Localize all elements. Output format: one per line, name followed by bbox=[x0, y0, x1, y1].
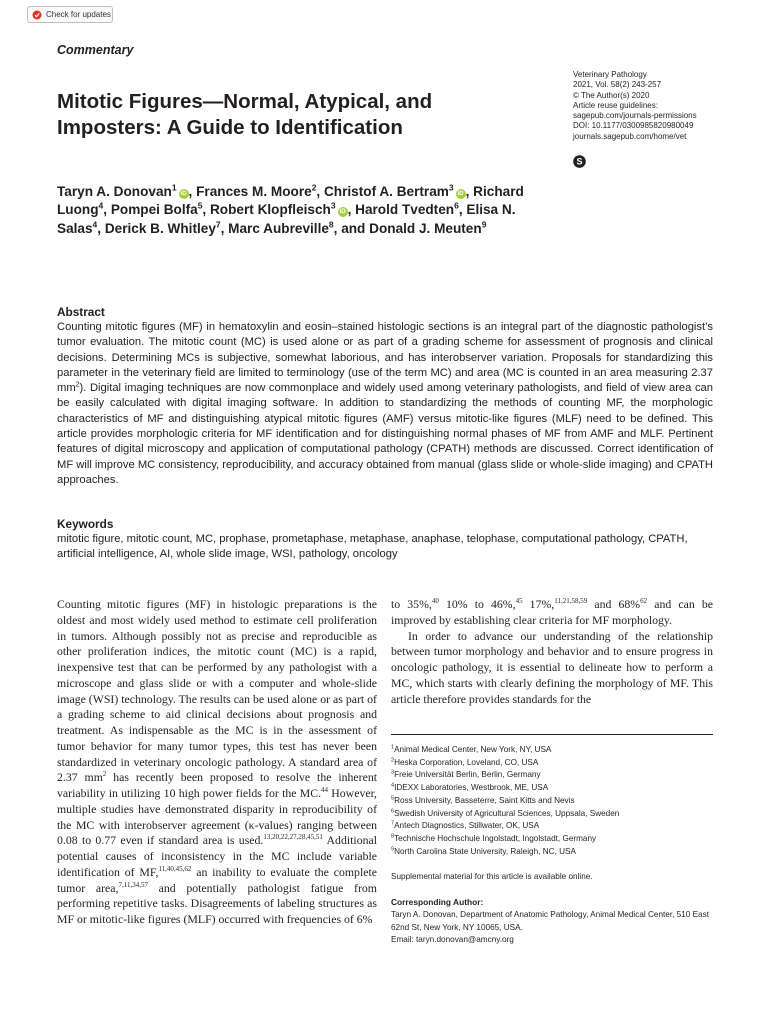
affiliation-number: 7 bbox=[391, 820, 395, 827]
article-title: Mitotic Figures—Normal, Atypical, and Imposters: A Guide to Identification bbox=[57, 90, 433, 139]
citation-reference[interactable]: 7,11,34,57 bbox=[118, 880, 148, 889]
author-name: Derick B. Whitley bbox=[104, 220, 216, 236]
orcid-icon[interactable]: iD bbox=[457, 191, 464, 197]
section-label: Commentary bbox=[57, 43, 134, 57]
affiliation-text: IDEXX Laboratories, Westbrook, ME, USA bbox=[394, 783, 549, 793]
footnote-divider bbox=[391, 734, 713, 735]
corresponding-author-details bbox=[391, 909, 713, 947]
citation-reference[interactable]: 2 bbox=[102, 770, 107, 779]
author-affiliation-number: 6 bbox=[454, 200, 459, 211]
author-affiliation-number: 5 bbox=[197, 200, 203, 211]
affiliation-text: Technische Hochschule Ingolstadt, Ingolstadt, Germany bbox=[394, 833, 597, 843]
author-name: Harold Tvedten bbox=[355, 202, 455, 218]
keywords-text: mitotic figure, mitotic count, MC, prophase, prometaphase, metaphase, anaphase, telophase, computational pathology, CPATH, artificial intelligence, AI, whole slide image, WSI, pathology, oncology bbox=[57, 533, 688, 561]
affiliation-item bbox=[391, 833, 713, 846]
affiliation-number: 8 bbox=[391, 833, 395, 840]
check-for-updates-badge[interactable] bbox=[27, 6, 113, 23]
author-name: Pompei Bolfa bbox=[110, 202, 198, 218]
body-text-run: to 35%, bbox=[391, 597, 432, 611]
journal-meta-line[interactable]: sagepub.com/journals-permissions bbox=[573, 111, 697, 121]
author-name: Christof A. Bertram bbox=[323, 184, 449, 199]
author-separator: , bbox=[316, 184, 324, 199]
author-name: Frances M. Moore bbox=[196, 184, 312, 199]
affiliation-item bbox=[391, 744, 713, 757]
corresponding-author-address: Taryn A. Donovan, Department of Anatomic Pathology, Animal Medical Center, 510 East 62nd St, New York, NY 10065, USA. bbox=[391, 910, 709, 932]
sage-logo-icon bbox=[573, 155, 586, 168]
author-separator: , bbox=[347, 202, 356, 218]
author-affiliation-number: 3 bbox=[448, 182, 454, 193]
citation-reference[interactable]: 13,20,22,27,28,45,51 bbox=[263, 833, 323, 842]
abstract-heading: Abstract bbox=[57, 305, 105, 319]
affiliation-item bbox=[391, 808, 713, 821]
body-text-run: and can be improved by establishing clear criteria for MF morphology. bbox=[391, 597, 713, 627]
affiliation-list bbox=[391, 744, 713, 858]
author-name: Elisa N. Salas bbox=[57, 202, 516, 236]
author-affiliation-number: 7 bbox=[215, 219, 221, 230]
corresponding-author-email[interactable]: Email: taryn.donovan@amcny.org bbox=[391, 935, 514, 945]
body-column-right bbox=[391, 597, 713, 707]
affiliation-item bbox=[391, 769, 713, 782]
body-text-run: Counting mitotic figures (MF) in histologic preparations is the oldest and most widely used method to estimate cell proliferation in tumors. Although possibly not as precise and reproducible as other proliferation indices, the mitotic count (MC) is a rapid, inexpensive test that can be performed by any pathologist with a microscope and glass slide or with a computer and whole-slide image (WSI) technology. The results can be used alone or as part of a grading scheme to aid clinical decisions about prognosis and treatment. As indispensable as the MC is in the assessment of tumor behavior for many tumor types, this test has never been standardized in veterinary oncologic pathology. A standard area of 2.37 mm bbox=[57, 597, 377, 785]
author-name: Richard Luong bbox=[57, 184, 524, 218]
author-separator: , bbox=[465, 184, 474, 199]
author-name: Robert Klopfleisch bbox=[209, 202, 331, 218]
affiliation-number: 6 bbox=[391, 807, 395, 814]
affiliation-number: 2 bbox=[391, 756, 395, 763]
abstract-text bbox=[57, 320, 713, 488]
affiliation-text: Animal Medical Center, New York, NY, USA bbox=[394, 745, 552, 754]
journal-meta-line: Veterinary Pathology bbox=[573, 70, 647, 79]
check-updates-label: Check for updates bbox=[46, 10, 111, 19]
citation-reference[interactable]: 62 bbox=[640, 597, 648, 606]
body-right-paragraph-1 bbox=[391, 597, 713, 627]
author-separator: , bbox=[103, 202, 111, 218]
body-column-left bbox=[57, 597, 377, 928]
abstract-superscript: 2 bbox=[75, 381, 80, 389]
author-name: Marc Aubreville bbox=[228, 220, 329, 236]
citation-reference[interactable]: 45 bbox=[515, 597, 523, 606]
affiliation-text: Antech Diagnostics, Stillwater, OK, USA bbox=[394, 821, 540, 831]
body-text-run: an inability to evaluate the complete tumor area, bbox=[57, 864, 377, 895]
author-affiliation-number: 9 bbox=[481, 219, 487, 230]
body-text-run: However, multiple studies have demonstrated disparity in reproducibility of the MC with interobserver agreement (κ-values) ranging between 0.08 to 0.77 even if standard area is used. bbox=[57, 786, 377, 848]
author-separator: , bbox=[202, 202, 210, 218]
author-affiliation-number: 4 bbox=[98, 200, 104, 211]
author-name: Taryn A. Donovan bbox=[57, 184, 172, 199]
author-affiliation-number: 3 bbox=[330, 200, 336, 211]
abstract-text-part2: ). Digital imaging techniques are now commonplace and widely used among veterinary pathologists, and field of view area can be easily calculated with digital imaging software. In addition to standardizing the methods of counting MF, the morphologic characteristics of MF and distinguishing atypical mitotic figures (AMF) versus mitotic-like figures (MLF) need to be defined. This article provides morphologic criteria for MF identification and for distinguishing normal phases of MF from AMF and MLF. Pertinent features of digital microscopy and application of computational pathology (CPATH) methods are discussed. Correct identification of MF will improve MC consistency, reproducibility, and accuracy obtained from manual (glass slide or whole-slide imaging) and CPATH approaches. bbox=[57, 382, 713, 486]
affiliation-item bbox=[391, 782, 713, 795]
affiliation-item bbox=[391, 846, 713, 859]
author-separator: , bbox=[220, 220, 229, 236]
affiliation-text: Freie Universität Berlin, Berlin, Germany bbox=[394, 770, 541, 780]
citation-reference[interactable]: 40 bbox=[431, 597, 439, 606]
orcid-icon[interactable]: iD bbox=[180, 191, 187, 197]
affiliation-item bbox=[391, 820, 713, 833]
body-text-run: and potentially pathologist fatigue from performing repetitive tasks. Disagreements of labeling structures as MF or mitotic-like figures (MLF) occurred with frequencies of 6% bbox=[57, 880, 377, 926]
svg-text:S: S bbox=[576, 156, 583, 167]
abstract-text-part1: Counting mitotic figures (MF) in hematoxylin and eosin–stained histologic sections is an integral part of the diagnostic pathologist’s tumor evaluation. The mitotic count (MC) is used alone or as part of a grading scheme for assessment of prognosis and clinical decisions. Determining MCs is subjective, somewhat laborious, and has interobserver variation. Proposals for standardizing this parameter in the veterinary field are limited to terminology (use of the term MC) and area (MC is counted in an area measuring 2.37 mm bbox=[57, 321, 713, 395]
journal-meta-line: © The Author(s) 2020 bbox=[573, 90, 650, 100]
author-separator: , bbox=[458, 202, 467, 218]
check-updates-icon bbox=[32, 10, 42, 20]
affiliation-text: North Carolina State University, Raleigh, NC, USA bbox=[394, 846, 576, 856]
keywords-heading: Keywords bbox=[57, 517, 114, 531]
affiliation-text: Ross University, Basseterre, Saint Kitts and Nevis bbox=[394, 795, 575, 805]
author-affiliation-number: 1 bbox=[171, 182, 177, 193]
journal-meta-line: Article reuse guidelines: bbox=[573, 100, 658, 110]
journal-meta-line: 2021, Vol. 58(2) 243-257 bbox=[573, 80, 662, 90]
corresponding-author-heading: Corresponding Author: bbox=[391, 897, 484, 907]
affiliation-item bbox=[391, 757, 713, 770]
affiliation-number: 4 bbox=[391, 782, 395, 789]
affiliation-text: Swedish University of Agricultural Sciences, Uppsala, Sweden bbox=[394, 808, 620, 818]
body-right-paragraph-2: In order to advance our understanding of the relationship between tumor morphology and behavior and to ensure progress in oncologic pathology, it is essential to delineate how to perform a MC, which starts with clearly defining the morphology of MF. This article therefore provides standards for the bbox=[391, 628, 713, 706]
body-text-run: 10% to 46%, bbox=[438, 597, 516, 611]
author-separator: , and bbox=[333, 220, 370, 236]
body-text-run: has recently been proposed to resolve the inherent variability in utilizing 10 high power fields for the MC. bbox=[57, 770, 377, 800]
author-list bbox=[57, 183, 557, 238]
author-affiliation-number: 8 bbox=[328, 219, 334, 230]
citation-reference[interactable]: 11,21,58,59 bbox=[554, 597, 588, 606]
author-affiliation-number: 4 bbox=[92, 219, 98, 230]
citation-reference[interactable]: 11,40,45,62 bbox=[158, 864, 192, 873]
author-name: Donald J. Meuten bbox=[369, 220, 482, 236]
body-text-run: 17%, bbox=[522, 597, 555, 611]
body-text-run: and 68% bbox=[587, 597, 641, 611]
author-separator: , bbox=[97, 220, 105, 236]
affiliation-item bbox=[391, 795, 713, 808]
journal-meta bbox=[573, 70, 743, 142]
author-separator: , bbox=[188, 184, 197, 199]
affiliation-number: 5 bbox=[391, 795, 395, 802]
affiliation-number: 1 bbox=[391, 744, 395, 751]
affiliation-text: Heska Corporation, Loveland, CO, USA bbox=[394, 757, 539, 767]
journal-meta-line[interactable]: journals.sagepub.com/home/vet bbox=[573, 131, 687, 141]
body-text-run: Additional potential causes of inconsistency in the MC include variable identification of MF, bbox=[57, 833, 377, 879]
author-affiliation-number: 2 bbox=[311, 182, 317, 193]
journal-meta-line[interactable]: DOI: 10.1177/0300985820980049 bbox=[573, 121, 694, 131]
affiliation-number: 9 bbox=[391, 845, 395, 852]
citation-reference[interactable]: 44 bbox=[321, 786, 329, 795]
orcid-icon[interactable]: iD bbox=[339, 209, 346, 216]
supplemental-note: Supplemental material for this article is available online. bbox=[391, 872, 593, 881]
affiliation-number: 3 bbox=[391, 769, 395, 776]
